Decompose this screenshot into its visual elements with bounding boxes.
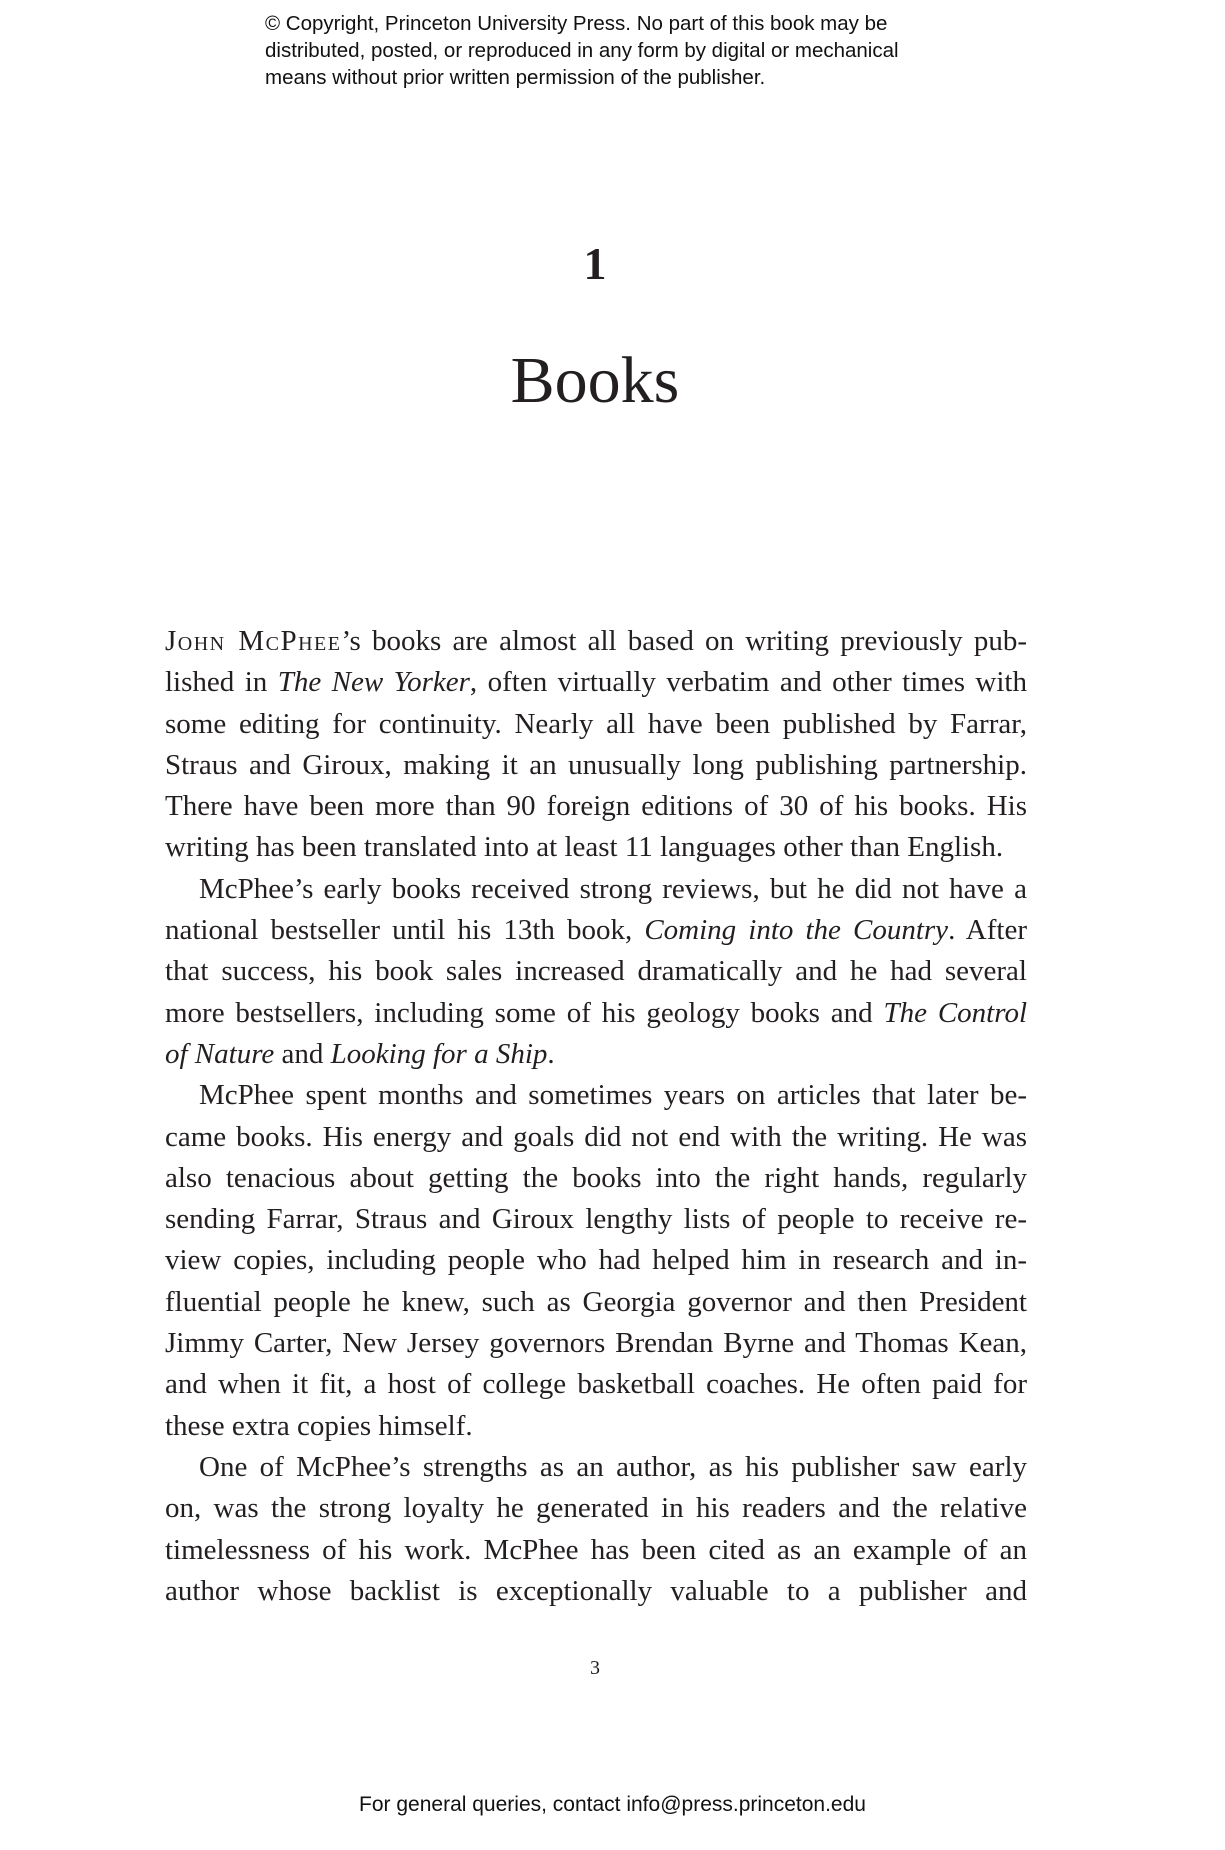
italic-title: of Nature bbox=[165, 1037, 275, 1070]
text-line: on, was the strong loyalty he generated in his readers and the relative bbox=[165, 1492, 1027, 1525]
text-line: author whose backlist is exceptionally valuable to a publisher and bbox=[165, 1574, 1027, 1607]
paragraph bbox=[165, 621, 1027, 869]
text-line: also tenacious about getting the books into the right hands, regularly bbox=[165, 1161, 1027, 1194]
text-run: and bbox=[274, 1037, 331, 1070]
text-line: came books. His energy and goals did not end with the writing. He was bbox=[165, 1120, 1027, 1153]
text-line bbox=[165, 1034, 1027, 1075]
text-line: view copies, including people who had helped him in research and in- bbox=[165, 1244, 1027, 1277]
chapter-body bbox=[165, 621, 1027, 1612]
text-line: One of McPhee’s strengths as an author, as his publisher saw early bbox=[199, 1450, 1027, 1483]
text-line bbox=[165, 910, 1027, 951]
text-run: national bestseller until his 13th book, bbox=[165, 914, 645, 947]
text-line: timelessness of his work. McPhee has been cited as an example of an bbox=[165, 1533, 1027, 1566]
text-line: sending Farrar, Straus and Giroux lengthy lists of people to receive re- bbox=[165, 1203, 1027, 1236]
author-name-smallcaps: John McPhee bbox=[165, 625, 342, 657]
text-line: some editing for continuity. Nearly all have been published by Farrar, bbox=[165, 707, 1027, 740]
text-run: more bestsellers, including some of his geology books and bbox=[165, 996, 884, 1029]
paragraph bbox=[165, 1075, 1027, 1447]
paragraph bbox=[165, 1447, 1027, 1612]
copyright-line: means without prior written permission of the publisher. bbox=[265, 66, 766, 89]
italic-title: Coming into the Country bbox=[644, 914, 949, 947]
copyright-line: distributed, posted, or reproduced in any form by digital or mechanical bbox=[265, 39, 899, 62]
text-line: Jimmy Carter, New Jersey governors Brendan Byrne and Thomas Kean, bbox=[165, 1327, 1027, 1360]
paragraph bbox=[165, 869, 1027, 1075]
text-line: McPhee’s early books received strong reviews, but he did not have a bbox=[199, 872, 1027, 905]
text-line: and when it fit, a host of college basketball coaches. He often paid for bbox=[165, 1368, 1027, 1401]
italic-title: Looking for a Ship bbox=[330, 1037, 548, 1070]
copyright-line: © Copyright, Princeton University Press. No part of this book may be bbox=[265, 12, 888, 35]
text-line: Straus and Giroux, making it an unusually long publishing partnership. bbox=[165, 748, 1027, 781]
text-run: lished in bbox=[165, 666, 278, 699]
page-number: 3 bbox=[590, 1657, 600, 1679]
footer-contact: For general queries, contact info@press.princeton.edu bbox=[359, 1793, 866, 1816]
text-run: , often virtually verbatim and other times with bbox=[469, 666, 1027, 699]
chapter-number: 1 bbox=[583, 238, 607, 289]
text-line bbox=[165, 621, 1027, 662]
italic-title: The New Yorker bbox=[277, 666, 470, 699]
copyright-notice bbox=[265, 10, 1025, 91]
text-line: McPhee spent months and sometimes years on articles that later be- bbox=[199, 1079, 1027, 1112]
text-line bbox=[165, 662, 1027, 703]
text-line: that success, his book sales increased dramatically and he had several bbox=[165, 955, 1027, 988]
text-line: fluential people he knew, such as Georgia governor and then President bbox=[165, 1285, 1027, 1318]
chapter-title: Books bbox=[510, 344, 680, 417]
text-run: . bbox=[547, 1037, 555, 1070]
italic-title: The Control bbox=[883, 996, 1028, 1029]
text-line: There have been more than 90 foreign editions of 30 of his books. His bbox=[165, 790, 1027, 823]
text-run: . After bbox=[948, 914, 1027, 947]
text-run: ’s books are almost all based on writing previously pub- bbox=[341, 625, 1027, 657]
text-line: writing has been translated into at least 11 languages other than English. bbox=[165, 831, 1004, 864]
text-line: these extra copies himself. bbox=[165, 1409, 473, 1442]
text-line bbox=[165, 993, 1027, 1034]
